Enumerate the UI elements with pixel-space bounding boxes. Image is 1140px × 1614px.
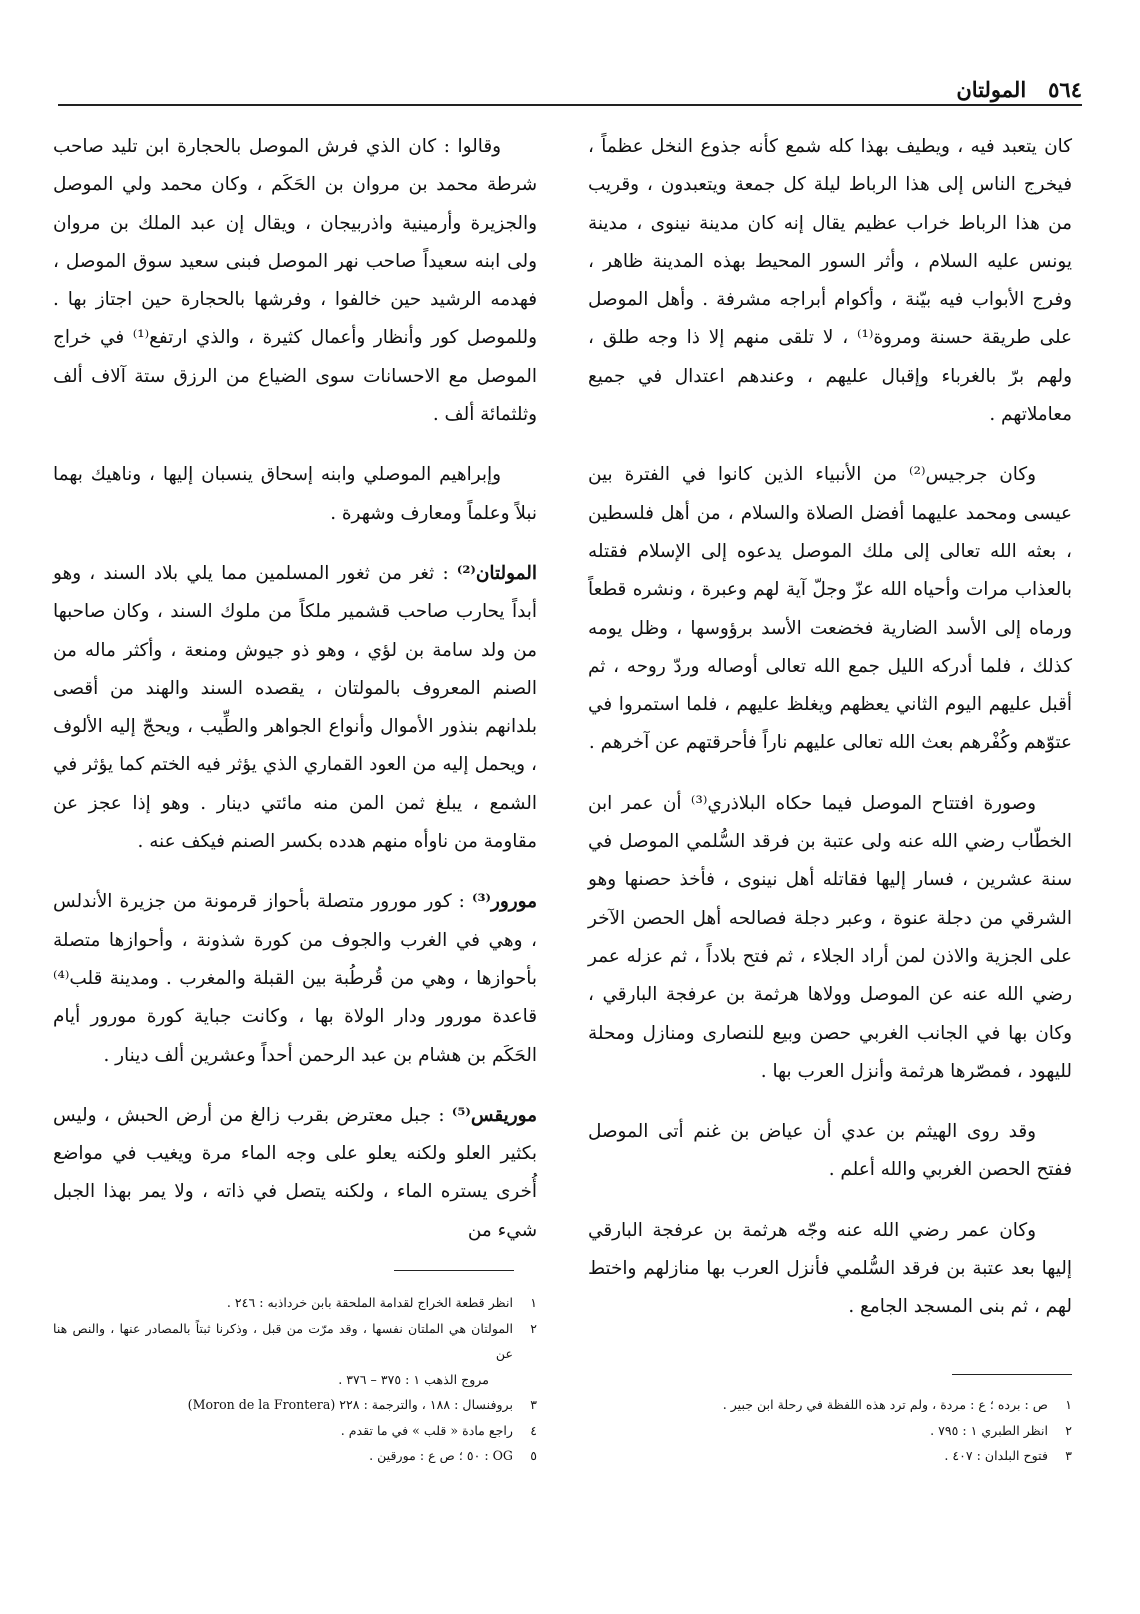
entry-headword: مورور⁽³⁾ xyxy=(471,891,537,913)
entry-moriqs xyxy=(53,1097,537,1250)
footnote-number: ١ xyxy=(530,1295,537,1310)
footnote xyxy=(53,1418,537,1444)
footnote-rule xyxy=(952,1374,1072,1375)
footnote-number: ٢ xyxy=(1065,1422,1072,1438)
right-footnotes xyxy=(588,1392,1072,1469)
footnote-number: ٣ xyxy=(1065,1448,1072,1463)
left-footnotes xyxy=(53,1290,537,1469)
entry-morur xyxy=(53,883,537,1074)
left-column xyxy=(53,128,537,1272)
paragraph: وقالوا : كان الذي فرش الموصل بالحجارة ابن تليد صاحب شرطة محمد بن مروان بن الحَكَم ، وكان محمد ولي الموصل والجزيرة وأرمينية واذربيجان ، ويقال إن عبد الملك بن مروان ولى ابنه سعيداً صاحب نهر الموصل فبنى سعيد سوق الموصل ، فهدمه الرشيد حين خالفوا ، وفرشها بالحجارة حين اجتاز بها . وللموصل كور وأنظار وأعمال كثيرة ، والذي ارتفع⁽¹⁾ في خراج الموصل مع الاحسانات سوى الضياع من الرزق ستة آلاف ألف وثلثمائة ألف . xyxy=(53,136,537,426)
footnote-text: بروفنسال : ١٨٨ ، والترجمة : ٢٢٨ (Moron de la Frontera) xyxy=(187,1397,513,1412)
entry-text: : جبل معترض بقرب زالغ من أرض الحبش ، وليس بكثير العلو ولكنه يعلو على وجه الماء مرة ويغيب في مواضع أُخرى يستره الماء ، ولكنه يتصل في ذاته ، ولا يمر بهذا الجبل شيء من xyxy=(53,1104,537,1241)
entry-text: : ثغر من ثغور المسلمين مما يلي بلاد السند ، وهو أبداً يحارب صاحب قشمير ملكاً من ملوك السند ، وكان صاحبها من ولد سامة بن لؤي ، وهو ذو جيوش ومنعة ، وأكثر ماله من الصنم المعروف بالمولتان ، يقصده السند والهند من أقصى بلدانهم بنذور الأموال وأنواع الجواهر والطِّيب ، ويحجّ إليه الألوف ، ويحمل إليه من العود القماري الذي يؤثر فيه الختم كما يؤثر في الشمع ، يبلغ ثمن المن منه مائتي دينار . وهو إذا عجز عن مقاومة من ناوأه منهم هدده بكسر الصنم فيكف عنه . xyxy=(53,562,537,853)
paragraph: وكان جرجيس⁽²⁾ من الأنبياء الذين كانوا في الفترة بين عيسى ومحمد عليهما أفضل الصلاة والسلام ، من أهل فلسطين ، بعثه الله تعالى إلى ملك الموصل يدعوه إلى الإسلام فقتله بالعذاب مرات وأحياه الله عزّ وجلّ آية لهم وعبرة ، ونشره قطعاً ورماه إلى الأسد الضارية فخضعت الأسد برؤوسها ، وظل يومه كذلك ، فلما أدركه الليل جمع الله تعالى أوصاله وردّ روحه ، ثم أقبل عليهم اليوم الثاني يعظهم ويغلظ عليهم ، فلما استمروا في عتوّهم وكُفْرهم بعث الله تعالى عليهم ناراً فأحرقتهم عن آخرهم . xyxy=(588,464,1072,754)
footnote-number: ٣ xyxy=(530,1397,537,1412)
entry-headword: المولتان⁽²⁾ xyxy=(456,562,537,584)
footnote-text: انظر الطبري ١ : ٧٩٥ . xyxy=(930,1422,1048,1438)
paragraph: وإبراهيم الموصلي وابنه إسحاق ينسبان إليها ، وناهيك بهما نبلاً وعلماً ومعارف وشهرة . xyxy=(53,464,537,524)
footnote-number: ١ xyxy=(1065,1397,1072,1412)
footnote-rule xyxy=(394,1270,514,1271)
footnote-text: ص : برده ؛ ع : مردة ، ولم ترد هذه اللفظة في رحلة ابن جبير . xyxy=(722,1397,1048,1412)
running-title: المولتان xyxy=(956,77,1027,102)
entry-headword: موريقس⁽⁵⁾ xyxy=(451,1104,537,1126)
entry-text: : كور مورور متصلة بأحواز قرمونة من جزيرة الأندلس ، وهي في الغرب والجوف من كورة شذونة ، وأحوازها متصلة بأحوازها ، وهي من قُرطُبة بين القبلة والمغرب . ومدينة قلب⁽⁴⁾ قاعدة مورور ودار الولاة بها ، وكانت جباية كورة مورور أيام الحَكَم بن هشام بن عبد الرحمن أحداً وعشرين ألف دينار . xyxy=(53,891,537,1066)
paragraph: وقد روى الهيثم بن عدي أن عياض بن غنم أتى الموصل ففتح الحصن الغربي والله أعلم . xyxy=(588,1121,1072,1181)
footnote xyxy=(588,1443,1072,1469)
footnote xyxy=(588,1418,1072,1444)
footnote xyxy=(53,1367,537,1393)
footnote-text: OG : ٥٠ ؛ ص ع : مورقين . xyxy=(369,1448,513,1463)
footnote-number: ٥ xyxy=(530,1448,537,1463)
page-number: ٥٦٤ xyxy=(1048,77,1082,102)
paragraph: كان يتعبد فيه ، ويطيف بهذا كله شمع كأنه جذوع النخل عظماً ، فيخرج الناس إلى هذا الرباط ليلة كل جمعة ويتعبدون ، وقريب من هذا الرباط خراب عظيم يقال إنه كان مدينة نينوى ، مدينة يونس عليه السلام ، وأثر السور المحيط بهذه المدينة ظاهر ، وفرج الأبواب فيه بيّنة ، وأكوام أبراجه مشرفة . وأهل الموصل على طريقة حسنة ومروة⁽¹⁾ ، لا تلقى منهم إلا ذا وجه طلق ، ولهم برّ بالغرباء وإقبال عليهم ، وعندهم اعتدال في جميع معاملاتهم . xyxy=(588,136,1072,426)
footnote-number: ٢ xyxy=(530,1320,537,1336)
footnote-number xyxy=(523,1367,537,1393)
footnote-text: انظر قطعة الخراج لقدامة الملحقة بابن خرداذبه : ٢٤٦ . xyxy=(226,1295,513,1310)
footnote-number: ٤ xyxy=(530,1422,537,1438)
footnote xyxy=(588,1392,1072,1418)
right-column xyxy=(588,128,1072,1349)
running-head xyxy=(58,60,1082,102)
paragraph: وصورة افتتاح الموصل فيما حكاه البلاذري⁽³⁾ أن عمر ابن الخطّاب رضي الله عنه ولى عتبة بن فرقد السُّلمي الموصل في سنة عشرين ، فسار إليها فقاتله أهل نينوى ، فأخذ حصنها وهو الشرقي من دجلة عنوة ، وعبر دجلة فصالحه أهل الحصن الآخر على الجزية والاذن لمن أراد الجلاء ، ثم فتح بلاداً ، ثم عزله عمر رضي الله عنه عن الموصل وولاها هرثمة بن عرفجة البارقي ، وكان بها في الجانب الغربي حصن وبيع للنصارى ومنازل ومحلة لليهود ، فمصّرها هرثمة وأنزل العرب بها . xyxy=(588,792,1072,1082)
footnote-text: فتوح البلدان : ٤٠٧ . xyxy=(944,1448,1048,1463)
footnote-text: مروج الذهب ١ : ٣٧٥ – ٣٧٦ . xyxy=(338,1371,489,1387)
paragraph: وكان عمر رضي الله عنه وجّه هرثمة بن عرفجة البارقي إليها بعد عتبة بن فرقد السُّلمي فأنزل العرب بها منازلهم واختط لهم ، ثم بنى المسجد الجامع . xyxy=(588,1219,1072,1318)
footnote xyxy=(53,1290,537,1316)
footnote xyxy=(53,1443,537,1469)
footnote xyxy=(53,1392,537,1418)
header-rule xyxy=(58,104,1082,106)
entry-multan xyxy=(53,555,537,861)
footnote-text: راجع مادة « قلب » في ما تقدم . xyxy=(340,1422,513,1438)
footnote xyxy=(53,1316,537,1367)
footnote-text: المولتان هي الملتان نفسها ، وقد مرّت من قبل ، وذكرنا ثبتاً بالمصادر عنها ، والنص هنا عن xyxy=(53,1320,513,1361)
